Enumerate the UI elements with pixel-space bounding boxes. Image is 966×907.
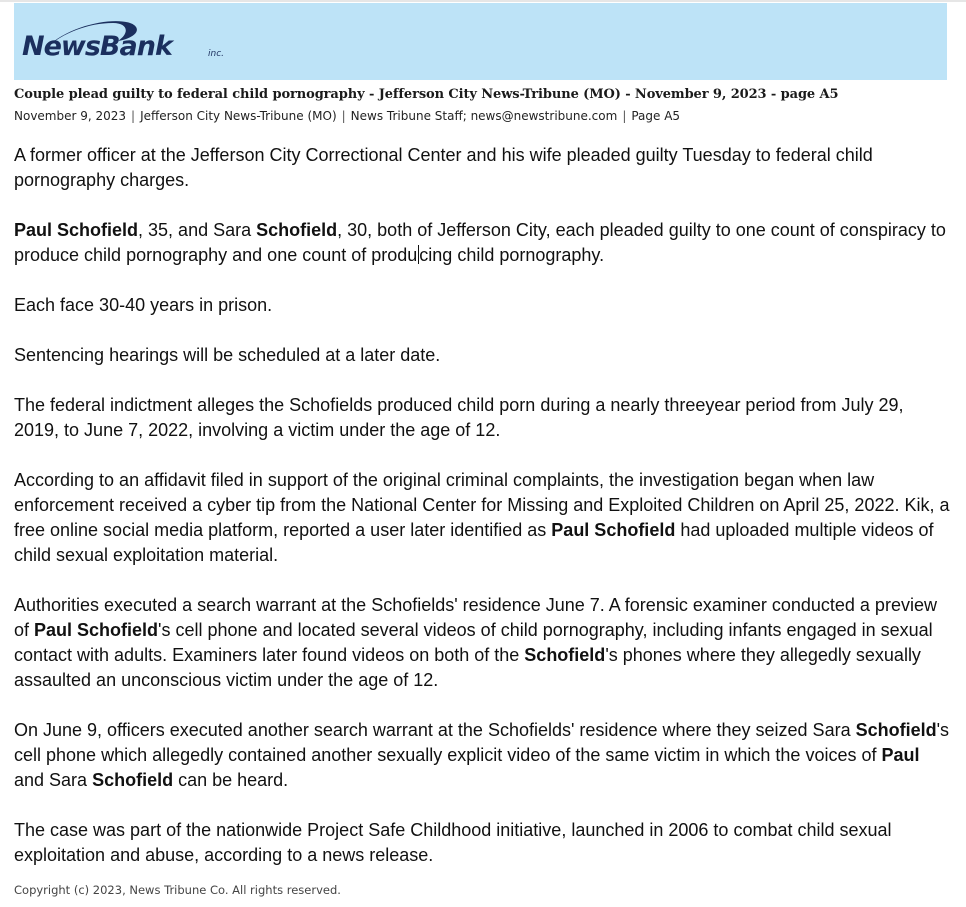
name-highlight: Schofield xyxy=(855,720,937,740)
article-headline: Couple plead guilty to federal child pornography - Jefferson City News-Tribune (MO) - November 9, 2023 - page A5 xyxy=(14,87,839,102)
paragraph-5: The federal indictment alleges the Schofields produced child porn during a nearly threeyear period from July 29, 2019, to June 7, 2022, involving a victim under the age of 12. xyxy=(14,395,904,440)
copyright-notice: Copyright (c) 2023, News Tribune Co. All rights reserved. xyxy=(14,883,341,897)
article-meta xyxy=(14,109,954,123)
top-divider xyxy=(0,0,966,2)
header-banner xyxy=(14,3,947,80)
name-highlight: Paul Schofield xyxy=(14,220,139,240)
paragraph-9: The case was part of the nationwide Project Safe Childhood initiative, launched in 2006 to combat child sexual exploitation and abuse, according to a news release. xyxy=(14,820,892,865)
paragraph-3: Each face 30-40 years in prison. xyxy=(14,295,273,315)
logo-suffix: inc. xyxy=(208,49,225,59)
paragraph-8: On June 9, officers executed another search warrant at the Schofields' residence where they seized Sara Schofield's cell phone which allegedly contained another sexually explicit video of the same victim in which the voices of Paul and Sara Schofield can be heard. xyxy=(14,720,950,790)
meta-publication: Jefferson City News-Tribune (MO) xyxy=(140,109,337,123)
meta-date: November 9, 2023 xyxy=(14,109,127,123)
name-highlight: Schofield xyxy=(256,220,338,240)
meta-separator: | xyxy=(622,109,627,123)
paragraph-1: A former officer at the Jefferson City Correctional Center and his wife pleaded guilty Tuesday to federal child pornography charges. xyxy=(14,145,873,190)
name-highlight: Paul xyxy=(881,745,920,765)
meta-separator: | xyxy=(131,109,136,123)
meta-separator: | xyxy=(341,109,346,123)
logo-text: NewsBank xyxy=(22,31,172,62)
paragraph-2: Paul Schofield, 35, and Sara Schofield, 30, both of Jefferson City, each pleaded guilty to one count of conspiracy to produce child pornography and one count of produ cing child pornography. xyxy=(14,220,946,265)
paragraph-7: Authorities executed a search warrant at the Schofields' residence June 7. A forensic examiner conducted a preview of Paul Schofield's cell phone and located several videos of child pornography, including infants engaged in sexual contact with adults. Examiners later found videos on both of the Schofield's phones where they allegedly sexually assaulted an unconscious victim under the age of 12. xyxy=(14,595,937,690)
name-highlight: Schofield xyxy=(524,645,606,665)
paragraph-6: According to an affidavit filed in support of the original criminal complaints, the investigation began when law enforcement received a cyber tip from the National Center for Missing and Exploited Children on April 25, 2022. Kik, a free online social media platform, reported a user later identified as Paul Schofield had uploaded multiple videos of child sexual exploitation material. xyxy=(14,470,950,565)
meta-author: News Tribune Staff; news@newstribune.com xyxy=(350,109,618,123)
article-body xyxy=(14,143,952,893)
meta-page: Page A5 xyxy=(631,109,681,123)
name-highlight: Schofield xyxy=(92,770,174,790)
name-highlight: Paul Schofield xyxy=(551,520,676,540)
newsbank-logo xyxy=(18,13,248,73)
name-highlight: Paul Schofield xyxy=(34,620,159,640)
paragraph-4: Sentencing hearings will be scheduled at a later date. xyxy=(14,345,441,365)
